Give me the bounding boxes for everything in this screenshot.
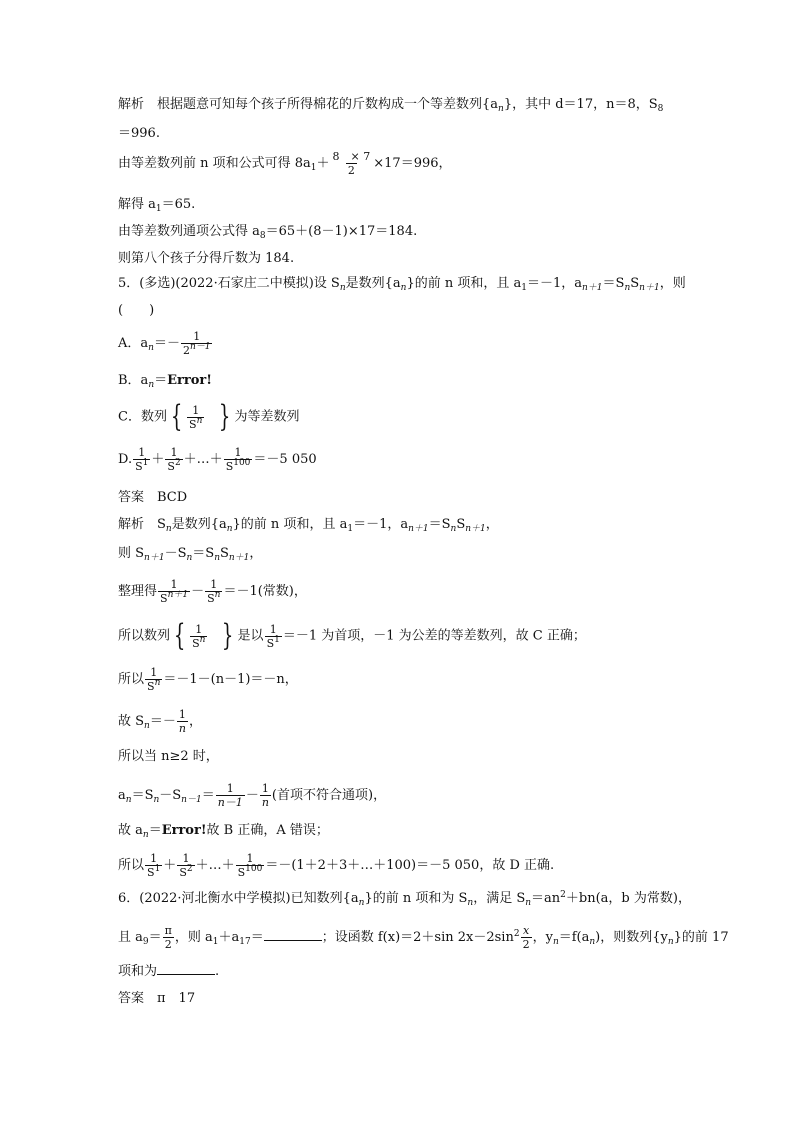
solution-line-6: 则第八个孩子分得斤数为 184. (118, 251, 295, 266)
analysis-line-9: 故 $a_n=Error$!故 B 正确，A 错误； (118, 823, 329, 840)
analysis-line-3: 整理得 $\frac{1}{S^{n+1}}$ － $\frac{1}{S^n}$ ＝－1(常数)， (118, 578, 307, 605)
solution-line-1: 解析 根据题意可知每个孩子所得棉花的斤数构成一个等差数列$\{a_n\}$，其中 d＝17，n＝8，$S_8$ (118, 97, 664, 114)
analysis-line-2: 则 $S_{n+1}-S_n=S_nS_{n+1}$， (118, 546, 263, 563)
option-d: D. $\frac{1}{S^1}$ ＋ $\frac{1}{S^2}$ ＋…＋ $\frac{1}{S^{100}}$ ＝－5 050 (118, 446, 317, 473)
solution-line-2: ＝996. (118, 126, 160, 141)
analysis-line-4: 所以数列 { $\frac{1}{S^n}$ } 是以 $\frac{1}{S^1}$ ＝－1 为首项，－1 为公差的等差数列，故 C 正确； (118, 618, 586, 653)
question-6-line-1: 6．(2022·河北衡水中学模拟)已知数列$\{a_n\}$的前 n 项和为 $S_n$，满足 $S_n=an^2+bn(a$，b 为常数)， (118, 890, 691, 908)
option-b: B．$a_n=Error$! (118, 373, 212, 390)
answer-6: 答案 π 17 (118, 991, 196, 1006)
question-6-line-3: 项和为 . (118, 964, 220, 979)
analysis-line-8: $a_n=S_n-S_{n-1}=$ $\frac{1}{n-1}$ － $\frac{1}{n}$ (首项不符合通项)， (118, 782, 387, 809)
fill-blank-1[interactable] (264, 928, 322, 941)
option-a: A．$a_n=-$ $\frac{1}{2^{n-1}}$ (118, 330, 211, 357)
question-6-line-2: 且 $a_9=$ $\frac{\pi}{2}$ ，则 $a_1+a_{17}=$ ；设函数 f(x)＝2＋sin $2x-2\sin^2$ $\frac{x}{2}$ ，$y_n=f(a_n)$，则数列$\{y_n\}$的前 17 (118, 924, 729, 951)
analysis-line-10: 所以 $\frac{1}{S^1}$ ＋ $\frac{1}{S^2}$ ＋…＋ $\frac{1}{S^{100}}$ ＝－(1＋2＋3＋…＋100)＝－5 050，故 D 正确. (118, 852, 555, 879)
answer-5: 答案 BCD (118, 490, 188, 505)
analysis-line-7: 所以当 n≥2 时， (118, 749, 219, 764)
fill-blank-2[interactable] (157, 962, 215, 975)
analysis-line-5: 所以 $\frac{1}{S^n}$ ＝－1－(n－1)＝－n， (118, 666, 298, 693)
fraction: $\frac{8 \times 7}{2}$ (332, 150, 371, 177)
analysis-line-1: 解析 $S_n$是数列$\{a_n\}$的前 n 项和，且 $a_1=-1$，$a_{n+1}=S_nS_{n+1}$， (118, 517, 499, 534)
question-5-stem: 5．(多选)(2022·石家庄二中模拟)设 $S_n$是数列$\{a_n\}$的前 n 项和，且 $a_1=-1$，$a_{n+1}=S_nS_{n+1}$，则 (118, 276, 686, 293)
solution-line-5: 由等差数列通项公式得 $a_8=65+(8-1)\times 17=184$. (118, 224, 418, 241)
answer-bracket: ( ) (118, 303, 155, 318)
analysis-line-6: 故 $S_n=-$ $\frac{1}{n}$ ， (118, 708, 202, 735)
option-c: C．数列 { $\frac{1}{S^n}$ } 为等差数列 (118, 399, 300, 434)
solution-line-4: 解得 $a_1=65$. (118, 197, 196, 214)
solution-line-3: 由等差数列前 n 项和公式可得 $8a_1+$ $\frac{8 \times 7}{2}$ ×17＝996， (118, 150, 452, 177)
